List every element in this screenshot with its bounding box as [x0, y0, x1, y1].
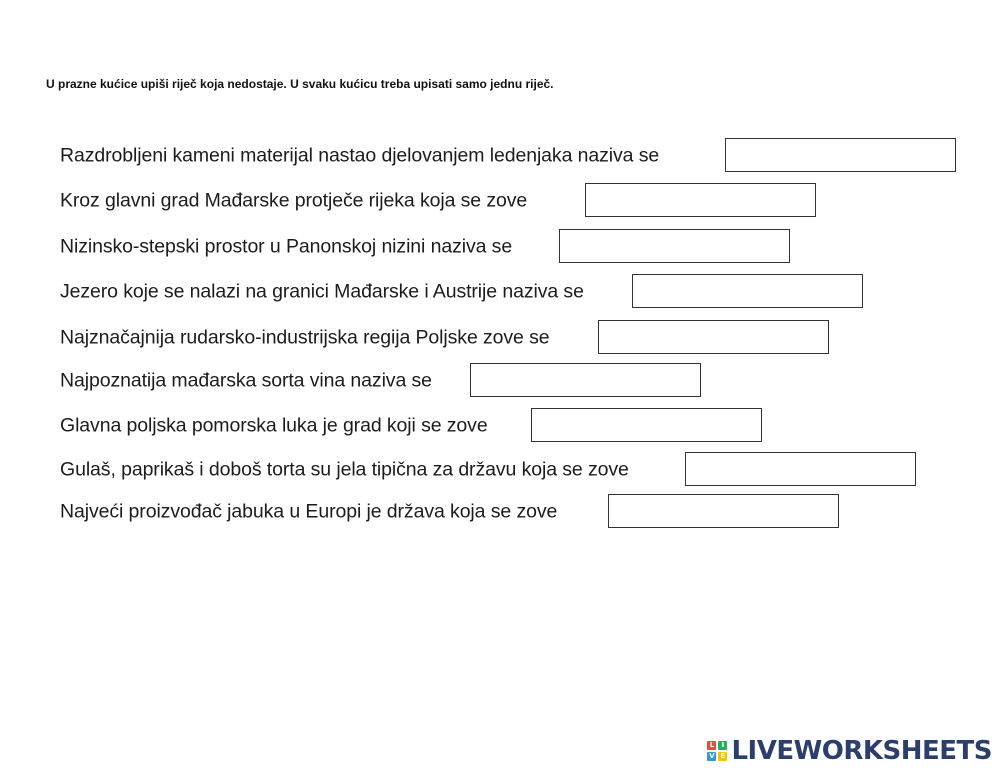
- question-text-9: Najveći proizvođač jabuka u Europi je država koja se zove: [60, 500, 558, 523]
- question-text-4: Jezero koje se nalazi na granici Mađarske i Austrije naziva se: [60, 280, 584, 303]
- logo-letter-l: L: [707, 741, 716, 750]
- question-text-5: Najznačajnija rudarsko-industrijska regija Poljske zove se: [60, 326, 550, 349]
- answer-input-6[interactable]: [470, 363, 701, 397]
- question-text-7: Glavna poljska pomorska luka je grad koji se zove: [60, 414, 488, 437]
- answer-input-5[interactable]: [598, 320, 829, 354]
- logo-letter-v: V: [709, 752, 715, 760]
- liveworksheets-logo-icon: [707, 741, 727, 761]
- question-text-3: Nizinsko-stepski prostor u Panonskoj nizini naziva se: [60, 235, 513, 258]
- brand-name: LIVEWORKSHEETS: [731, 736, 992, 766]
- logo-letter-e: E: [718, 752, 727, 761]
- answer-input-8[interactable]: [685, 452, 916, 486]
- liveworksheets-brand: [707, 738, 992, 764]
- answer-input-4[interactable]: [632, 274, 863, 308]
- answer-input-3[interactable]: [559, 229, 790, 263]
- answer-input-9[interactable]: [608, 494, 839, 528]
- answer-input-1[interactable]: [725, 138, 956, 172]
- question-text-8: Gulaš, paprikaš i doboš torta su jela tipična za državu koja se zove: [60, 458, 629, 481]
- answer-input-2[interactable]: [585, 183, 816, 217]
- question-text-6: Najpoznatija mađarska sorta vina naziva se: [60, 369, 432, 392]
- logo-letter-i: I: [718, 741, 727, 750]
- instructions-text: U prazne kućice upiši riječ koja nedostaje. U svaku kućicu treba upisati samo jednu riječ.: [46, 77, 554, 91]
- question-text-1: Razdrobljeni kameni materijal nastao djelovanjem ledenjaka naziva se: [60, 144, 660, 167]
- question-text-2: Kroz glavni grad Mađarske protječe rijeka koja se zove: [60, 189, 528, 212]
- answer-input-7[interactable]: [531, 408, 762, 442]
